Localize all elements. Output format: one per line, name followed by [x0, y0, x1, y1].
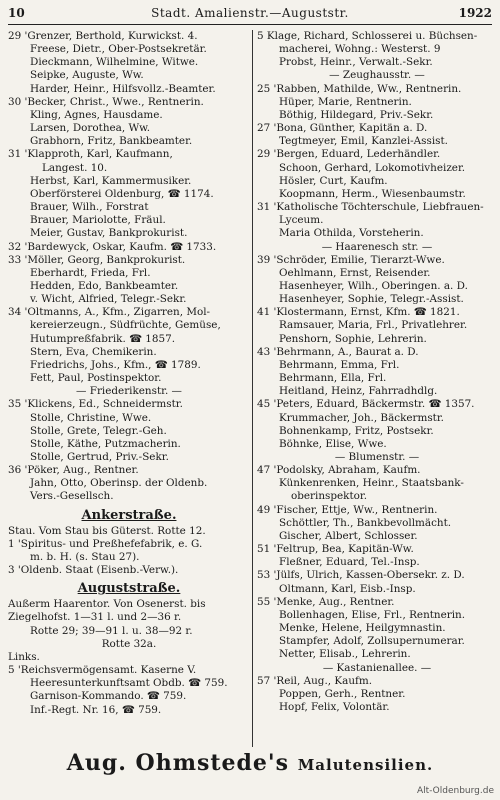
directory-entry: Seipke, Auguste, Ww.: [30, 69, 144, 82]
directory-entry: Außerm Haarentor. Von Osenerst. bis: [8, 598, 206, 611]
directory-entry: kereierzeugn., Südfrüchte, Gemüse,: [30, 319, 221, 332]
directory-entry: 30 'Becker, Christ., Wwe., Rentnerin.: [8, 95, 204, 108]
year: 1922: [458, 6, 492, 20]
directory-entry: Krummacher, Joh., Bäckermstr.: [279, 411, 444, 424]
directory-entry: 34 'Oltmanns, A., Kfm., Zigarren, Mol-: [8, 306, 211, 319]
left-column: [8, 30, 250, 717]
directory-entry: 33 'Möller, Georg, Bankprokurist.: [8, 253, 186, 266]
directory-entry: Brauer, Wilh., Forstrat: [30, 201, 149, 214]
directory-entry: 5 Klage, Richard, Schlosserei u. Büchsen-: [257, 30, 478, 42]
directory-entry: Hedden, Edo, Bankbeamter.: [30, 279, 179, 292]
directory-entry: Grabhorn, Fritz, Bankbeamter.: [30, 135, 193, 148]
directory-entry: macherei, Wohng.: Westerst. 9: [279, 43, 441, 56]
directory-entry: Eberhardt, Frieda, Frl.: [30, 266, 151, 279]
directory-entry: Hasenheyer, Wilh., Oberingen. a. D.: [279, 279, 468, 292]
cross-street: — Haarenesch str. —: [321, 240, 433, 253]
directory-entry: Inf.-Regt. Nr. 16, ☎ 759.: [30, 703, 162, 716]
directory-entry: Garnison-Kommando. ☎ 759.: [30, 690, 187, 703]
directory-entry: Stolle, Grete, Telegr.-Geh.: [30, 424, 167, 437]
directory-entry: Behrmann, Ella, Frl.: [279, 372, 387, 385]
cross-street: — Kastanienallee. —: [322, 661, 432, 674]
cross-street: Rotte 32a.: [101, 637, 157, 650]
watermark: Alt-Oldenburg.de: [416, 786, 494, 796]
directory-entry: 31 'Klapproth, Karl, Kaufmann,: [8, 148, 173, 161]
directory-entry: Böthig, Hildegard, Priv.-Sekr.: [279, 108, 434, 121]
directory-entry: Schöttler, Th., Bankbevollmächt.: [279, 516, 452, 529]
directory-entry: Fett, Paul, Postinspektor.: [30, 372, 162, 385]
directory-entry: Lyceum.: [279, 214, 324, 227]
street-heading: Ankerstraße.: [81, 507, 177, 523]
directory-entry: Stolle, Käthe, Putzmacherin.: [30, 437, 181, 450]
directory-entry: 1 'Spiritus- und Preßhefefabrik, e. G.: [8, 537, 203, 550]
directory-entry: Links.: [8, 650, 40, 663]
directory-entry: 29 'Bergen, Eduard, Lederhändler.: [257, 148, 441, 161]
directory-entry: 39 'Schröder, Emilie, Tierarzt-Wwe.: [257, 253, 445, 266]
directory-entry: Langest. 10.: [42, 161, 108, 174]
directory-entry: 57 'Reil, Aug., Kaufm.: [257, 674, 373, 687]
directory-entry: Oehlmann, Ernst, Reisender.: [279, 266, 431, 279]
directory-entry: 29 'Grenzer, Berthold, Kurwickst. 4.: [8, 30, 198, 42]
directory-entry: Stau. Vom Stau bis Güterst. Rotte 12.: [8, 524, 206, 537]
directory-entry: Hopf, Felix, Volontär.: [279, 700, 390, 713]
directory-entry: 5 'Reichsvermögensamt. Kaserne V.: [8, 664, 197, 677]
directory-entry: Vers.-Gesellsch.: [30, 490, 114, 503]
directory-entry: Friedrichs, Johs., Kfm., ☎ 1789.: [30, 358, 201, 371]
directory-entry: Larsen, Dorothea, Ww.: [30, 122, 151, 135]
directory-entry: 55 'Menke, Aug., Rentner.: [257, 595, 395, 608]
ad-name: Aug. Ohmstede's: [66, 750, 290, 776]
directory-entry: Freese, Dietr., Ober-Postsekretär.: [30, 43, 207, 56]
directory-entry: Hutumpreßfabrik. ☎ 1857.: [30, 332, 176, 345]
directory-entry: 25 'Rabben, Mathilde, Ww., Rentnerin.: [257, 82, 462, 95]
directory-entry: m. b. H. (s. Stau 27).: [30, 550, 140, 563]
ad-product: Malutensilien.: [297, 756, 434, 774]
directory-entry: Probst, Heinr., Verwalt.-Sekr.: [279, 56, 433, 69]
directory-entry: Ziegelhofst. 1—31 l. und 2—36 r.: [8, 611, 182, 624]
directory-entry: 41 'Klostermann, Ernst, Kfm. ☎ 1821.: [257, 306, 460, 319]
directory-entry: Koopmann, Herm., Wiesenbaumstr.: [279, 187, 466, 200]
directory-entry: Bollenhagen, Elise, Frl., Rentnerin.: [279, 608, 466, 621]
directory-entry: Bohnenkamp, Fritz, Postsekr.: [279, 424, 434, 437]
directory-entry: Behrmann, Emma, Frl.: [279, 358, 400, 371]
advertisement-footer: [0, 750, 500, 776]
page-number: 10: [8, 6, 25, 20]
directory-entry: Hüper, Marie, Rentnerin.: [279, 95, 412, 108]
directory-entry: 51 'Feltrup, Bea, Kapitän-Ww.: [257, 543, 414, 556]
directory-entry: 35 'Klickens, Ed., Schneidermstr.: [8, 398, 183, 411]
directory-entry: Jahn, Otto, Oberinsp. der Oldenb.: [30, 477, 208, 490]
directory-entry: Meier, Gustav, Bankprokurist.: [30, 227, 188, 240]
header-rule: [8, 24, 492, 25]
directory-entry: oberinspektor.: [291, 490, 368, 503]
directory-entry: 47 'Podolsky, Abraham, Kaufm.: [257, 464, 421, 477]
directory-entry: Künkenrenken, Heinr., Staatsbank-: [279, 477, 464, 490]
page-title: Stadt. Amalienstr.—Auguststr.: [151, 6, 349, 20]
directory-entry: 45 'Peters, Eduard, Bäckermstr. ☎ 1357.: [257, 398, 475, 411]
directory-entry: 49 'Fischer, Ettje, Ww., Rentnerin.: [257, 503, 438, 516]
directory-entry: 3 'Oldenb. Staat (Eisenb.-Verw.).: [8, 564, 179, 577]
cross-street: — Friederikenstr. —: [76, 385, 182, 398]
directory-entry: 27 'Bona, Günther, Kapitän a. D.: [257, 122, 428, 135]
directory-entry: Stolle, Christine, Wwe.: [30, 411, 152, 424]
directory-entry: Oberförsterei Oldenburg, ☎ 1174.: [30, 187, 214, 200]
directory-entry: Penshorn, Sophie, Lehrerin.: [279, 332, 427, 345]
directory-entry: Dieckmann, Wilhelmine, Witwe.: [30, 56, 199, 69]
directory-entry: Schoon, Gerhard, Lokomotivheizer.: [279, 161, 466, 174]
directory-entry: Poppen, Gerh., Rentner.: [279, 687, 406, 700]
directory-entry: Maria Othilda, Vorsteherin.: [279, 227, 424, 240]
directory-entry: 53 'Jülfs, Ulrich, Kassen-Obersekr. z. D.: [257, 569, 465, 582]
directory-entry: Heitland, Heinz, Fahrradhdlg.: [279, 385, 438, 398]
directory-entry: Hasenheyer, Sophie, Telegr.-Assist.: [279, 293, 464, 306]
directory-entry: Hösler, Curt, Kaufm.: [279, 174, 388, 187]
directory-entry: v. Wicht, Alfried, Telegr.-Sekr.: [30, 293, 187, 306]
directory-entry: Tegtmeyer, Emil, Kanzlei-Assist.: [279, 135, 448, 148]
directory-entry: Netter, Elisab., Lehrerin.: [279, 648, 411, 661]
cross-street: — Zeughausstr. —: [329, 69, 425, 82]
directory-entry: 31 'Katholische Töchterschule, Liebfrauen-: [257, 201, 484, 214]
street-heading: Auguststraße.: [77, 581, 181, 597]
directory-entry: Gischer, Albert, Schlosser.: [279, 529, 418, 542]
directory-entry: Ramsauer, Maria, Frl., Privatlehrer.: [279, 319, 468, 332]
page-header: [8, 6, 492, 26]
directory-entry: 32 'Bardewyck, Oskar, Kaufm. ☎ 1733.: [8, 240, 217, 253]
directory-entry: Heeresunterkunftsamt Obdb. ☎ 759.: [30, 677, 228, 690]
directory-entry: Stern, Eva, Chemikerin.: [30, 345, 157, 358]
directory-entry: Kling, Agnes, Hausdame.: [30, 108, 163, 121]
directory-entry: 36 'Pöker, Aug., Rentner.: [8, 464, 139, 477]
directory-entry: Oltmann, Karl, Eisb.-Insp.: [279, 582, 416, 595]
directory-entry: Brauer, Mariolotte, Fräul.: [30, 214, 166, 227]
directory-entry: Herbst, Karl, Kammermusiker.: [30, 174, 192, 187]
directory-entry: Böhnke, Elise, Wwe.: [279, 437, 387, 450]
right-column: [252, 30, 497, 747]
directory-entry: Rotte 29; 39—91 l. u. 38—92 r.: [30, 624, 193, 637]
directory-entry: 43 'Behrmann, A., Baurat a. D.: [257, 345, 419, 358]
cross-street: — Blumenstr. —: [334, 451, 420, 463]
directory-entry: Fleßner, Eduard, Tel.-Insp.: [279, 556, 420, 569]
directory-entry: Stolle, Gertrud, Priv.-Sekr.: [30, 451, 169, 463]
directory-entry: Stampfer, Adolf, Zollsupernumerar.: [279, 635, 465, 648]
directory-entry: Harder, Heinr., Hilfsvollz.-Beamter.: [30, 82, 216, 95]
directory-entry: Menke, Helene, Heilgymnastin.: [279, 622, 446, 635]
